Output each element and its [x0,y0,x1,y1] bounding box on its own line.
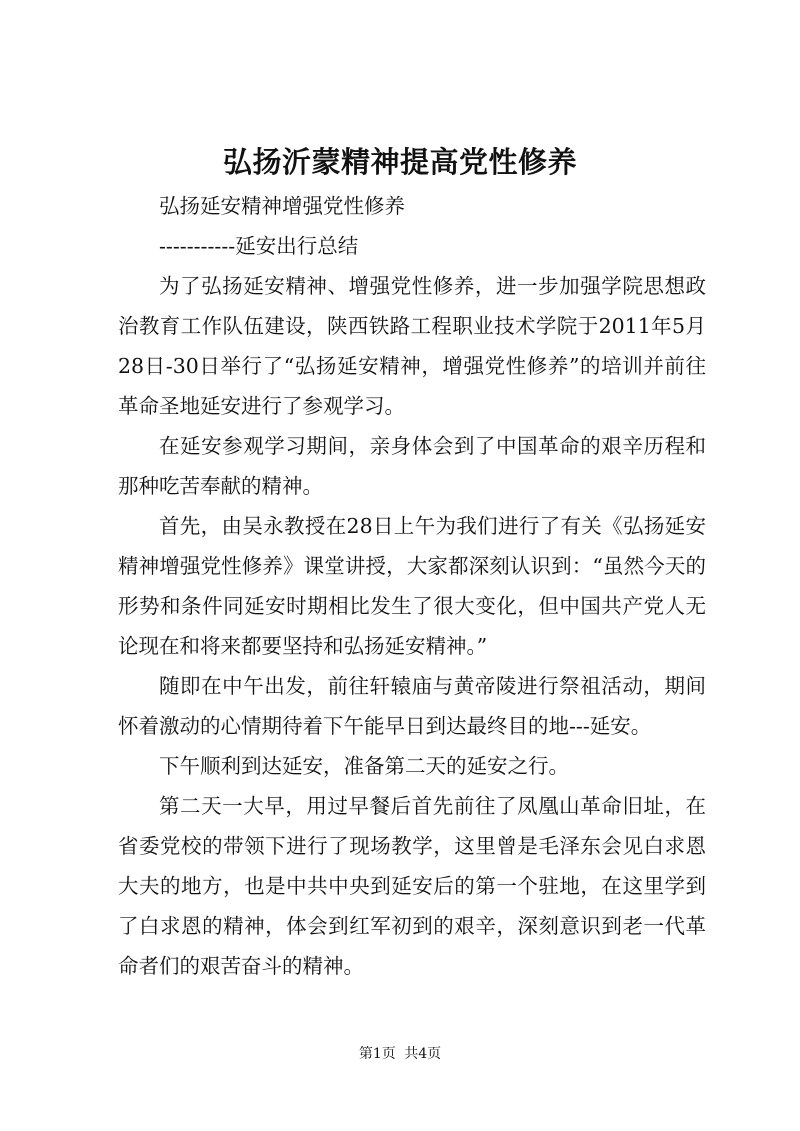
body-paragraph: 为了弘扬延安精神、增强党性修养，进一步加强学院思想政治教育工作队伍建设，陕西铁路工程职业技术学院于2011年5月28日-30日举行了“弘扬延安精神，增强党性修养”的培训并前往革命圣地延安进行了参观学习。 [118,274,706,418]
body-paragraph: 随即在中午出发，前往轩辕庙与黄帝陵进行祭祖活动，期间怀着激动的心情期待着下午能早日到达最终目的地---延安。 [118,674,706,738]
body-paragraph: 第二天一大早，用过早餐后首先前往了凤凰山革命旧址，在省委党校的带领下进行了现场教学，这里曾是毛泽东会见白求恩大夫的地方，也是中共中央到延安后的第一个驻地，在这里学到了白求恩的精神，体会到红军初到的艰辛，深刻意识到老一代革命者们的艰苦奋斗的精神。 [118,794,706,978]
document-body [118,186,706,986]
subtitle-paragraph: 弘扬延安精神增强党性修养 [159,194,405,218]
page-total: 共4页 [404,1046,442,1062]
body-paragraph: 在延安参观学习期间，亲身体会到了中国革命的艰辛历程和那种吃苦奉献的精神。 [118,434,706,498]
body-paragraph: 首先，由吴永教授在28日上午为我们进行了有关《弘扬延安精神增强党性修养》课堂讲授，大家都深刻认识到：“虽然今天的形势和条件同延安时期相比发生了很大变化，但中国共产党人无论现在和将来都要坚持和弘扬延安精神。” [118,514,706,658]
page-number: 第1页 [358,1046,396,1062]
body-paragraph: 下午顺利到达延安，准备第二天的延安之行。 [159,754,569,778]
page-title: 弘扬沂蒙精神提高党性修养 [222,145,577,179]
page-footer [0,1044,800,1064]
subtitle-byline: -----------延安出行总结 [159,234,359,258]
